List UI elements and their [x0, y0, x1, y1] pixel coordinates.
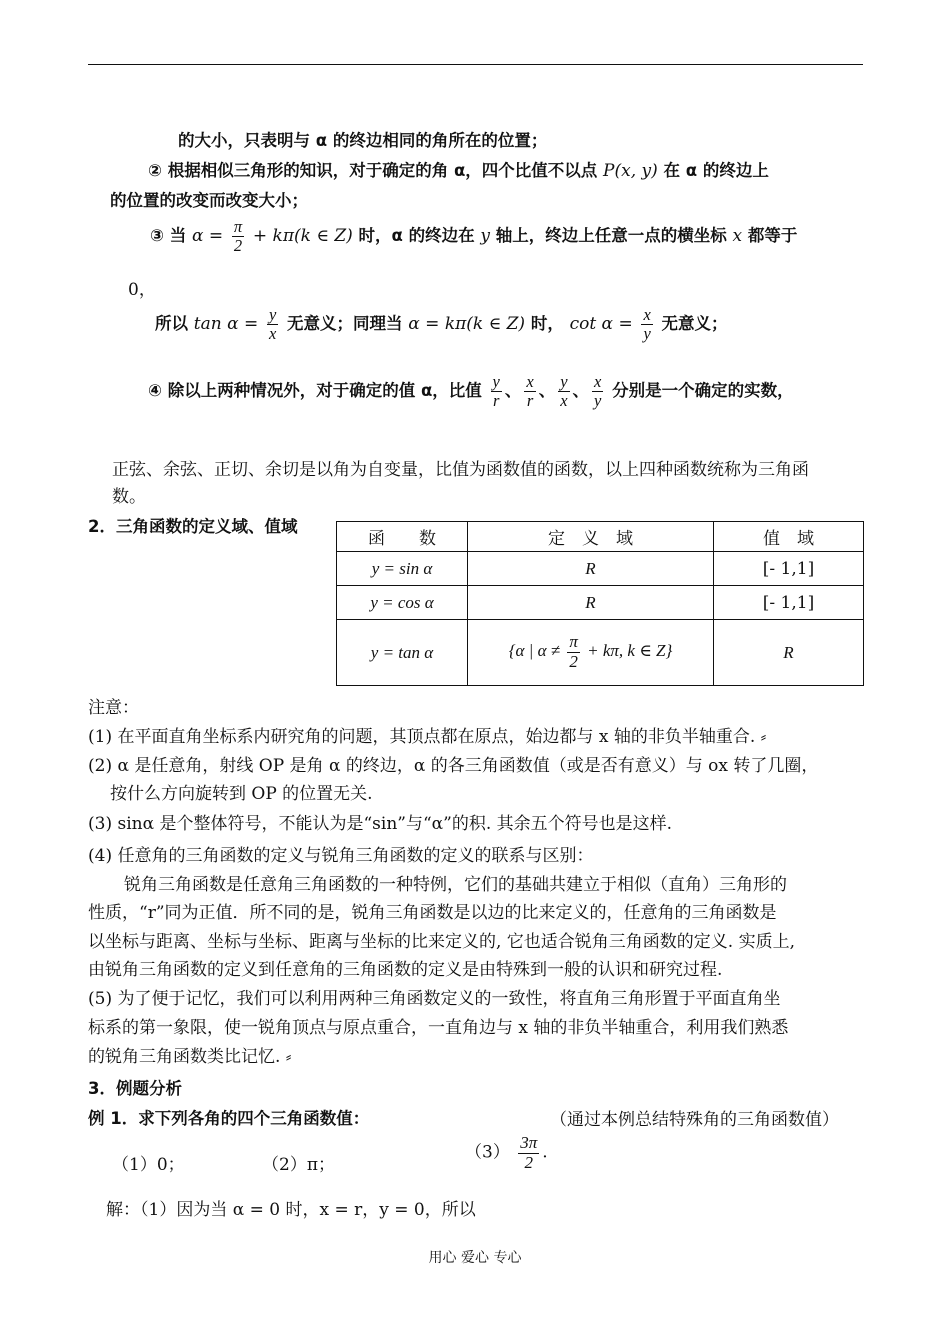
note-2-cont: 按什么方向旋转到 OP 的位置无关.	[110, 784, 373, 804]
note-4-para: 性质，“r”同为正值．所不同的是，锐角三角函数是以边的比来定义的，任意角的三角函数是	[88, 903, 777, 923]
note-2: (2) α 是任意角，射线 OP 是角 α 的终边，α 的各三角函数值（或是否有意义）与 ox 转了几圈，	[88, 756, 819, 776]
note-3: (3) sinα 是个整体符号，不能认为是“sin”与“α”的积. 其余五个符号也是这样.	[88, 814, 673, 834]
table-header: 值 域	[714, 522, 864, 552]
table-row	[337, 620, 864, 686]
header-rule	[88, 64, 863, 65]
para-3: ③ 当 α = $\frac{\pi}{2}$ + kπ(k ∈ Z) 时，α 的终边在 y 轴上，终边上任意一点的横坐标 x 都等于	[150, 217, 798, 256]
table-cell-range: R	[714, 620, 864, 686]
para-5: ④ 除以上两种情况外，对于确定的值 α，比值 $\frac{y}{r}$ 、 $\frac{x}{r}$ 、 $\frac{y}{x}$ 、 $\frac{x}{y}$ 分别是一个确定的实数，	[148, 372, 794, 411]
example-1-note: （通过本例总结特殊角的三角函数值）	[550, 1110, 839, 1130]
fraction-y-over-x: $\frac{y}{x}$	[268, 305, 277, 344]
table-header: 函 数	[337, 522, 468, 552]
note-4-para: 由锐角三角函数的定义到任意角的三角函数的定义是由特殊到一般的认识和研究过程.	[88, 960, 723, 980]
note-1: (1) 在平面直角坐标系内研究角的问题，其顶点都在原点，始边都与 x 轴的非负半轴重合. ⸗	[88, 727, 767, 747]
fraction-pi-over-2: $\frac{\pi}{2}$	[233, 217, 243, 256]
note-title: 注意：	[88, 698, 139, 718]
note-5-cont: 的锐角三角函数类比记忆. ⸗	[88, 1047, 292, 1067]
table-cell-range: [- 1,1]	[714, 586, 864, 620]
section-2-title: 2．三角函数的定义域、值域	[88, 517, 298, 536]
table-header: 定 义 域	[468, 522, 714, 552]
example-1-title: 例 1．求下列各角的四个三角函数值：	[88, 1109, 370, 1128]
section-3-title: 3．例题分析	[88, 1079, 182, 1098]
para-3-cont: 0，	[128, 280, 156, 300]
table-header-row	[337, 522, 864, 552]
note-4-para: 以坐标与距离、坐标与坐标、距离与坐标的比来定义的, 它也适合锐角三角函数的定义. 实质上,	[88, 932, 796, 952]
fraction-x-over-y: $\frac{x}{y}$	[643, 305, 651, 344]
table-row	[337, 586, 864, 620]
table-cell-domain: {α | α ≠ $\frac{\pi}{2}$ + kπ, k ∈ Z}	[468, 620, 714, 686]
table-cell-fn: y = sin α	[337, 552, 468, 586]
table-cell-range: [- 1,1]	[714, 552, 864, 586]
table-cell-fn: y = tan α	[337, 620, 468, 686]
example-item-1: （1）0；	[112, 1155, 185, 1175]
function-table	[336, 521, 864, 686]
note-5-cont: 标系的第一象限，使一锐角顶点与原点重合，一直角边与 x 轴的非负半轴重合，利用我们熟悉	[88, 1018, 789, 1038]
table-row	[337, 552, 864, 586]
ratio-x-y: $\frac{x}{y}$	[594, 372, 602, 411]
para-2: ② 根据相似三角形的知识，对于确定的角 α，四个比值不以点 P(x, y) 在 α 的终边上	[148, 161, 769, 181]
ratio-y-r: $\frac{y}{r}$	[492, 372, 500, 411]
table-cell-domain: R	[468, 586, 714, 620]
solution-line: 解：（1）因为当 α = 0 时，x = r，y = 0，所以	[106, 1200, 476, 1220]
point-expr: P(x, y)	[603, 161, 658, 181]
fraction-pi-over-2: $\frac{\pi}{2}$	[569, 632, 578, 671]
example-item-3: （3） $\frac{3\pi}{2}$ .	[465, 1133, 548, 1172]
fraction-3pi-over-2: $\frac{3\pi}{2}$	[520, 1133, 538, 1172]
note-4-para: 锐角三角函数是任意角三角函数的一种特例，它们的基础共建立于相似（直角）三角形的	[124, 875, 787, 895]
ratio-y-x: $\frac{y}{x}$	[560, 372, 568, 411]
table-cell-domain: R	[468, 552, 714, 586]
para-6-cont: 数。	[112, 487, 146, 507]
para-4: 所以 tan α = $\frac{y}{x}$ 无意义；同理当 α = kπ(k ∈ Z) 时， cot α = $\frac{x}{y}$ 无意义；	[155, 305, 728, 344]
para-2-cont: 的位置的改变而改变大小；	[110, 191, 308, 210]
para-1: 的大小，只表明与 α 的终边相同的角所在的位置；	[178, 131, 548, 150]
para-6: 正弦、余弦、正切、余切是以角为自变量，比值为函数值的函数，以上四种函数统称为三角函	[112, 460, 809, 480]
ratio-x-r: $\frac{x}{r}$	[526, 372, 534, 411]
table-cell-fn: y = cos α	[337, 586, 468, 620]
note-4: (4) 任意角的三角函数的定义与锐角三角函数的定义的联系与区别：	[88, 846, 594, 866]
note-5: (5) 为了便于记忆，我们可以利用两种三角函数定义的一致性，将直角三角形置于平面直角坐	[88, 989, 781, 1009]
example-item-2: （2）π；	[262, 1155, 335, 1175]
page-footer: 用心 爱心 专心	[428, 1250, 522, 1266]
